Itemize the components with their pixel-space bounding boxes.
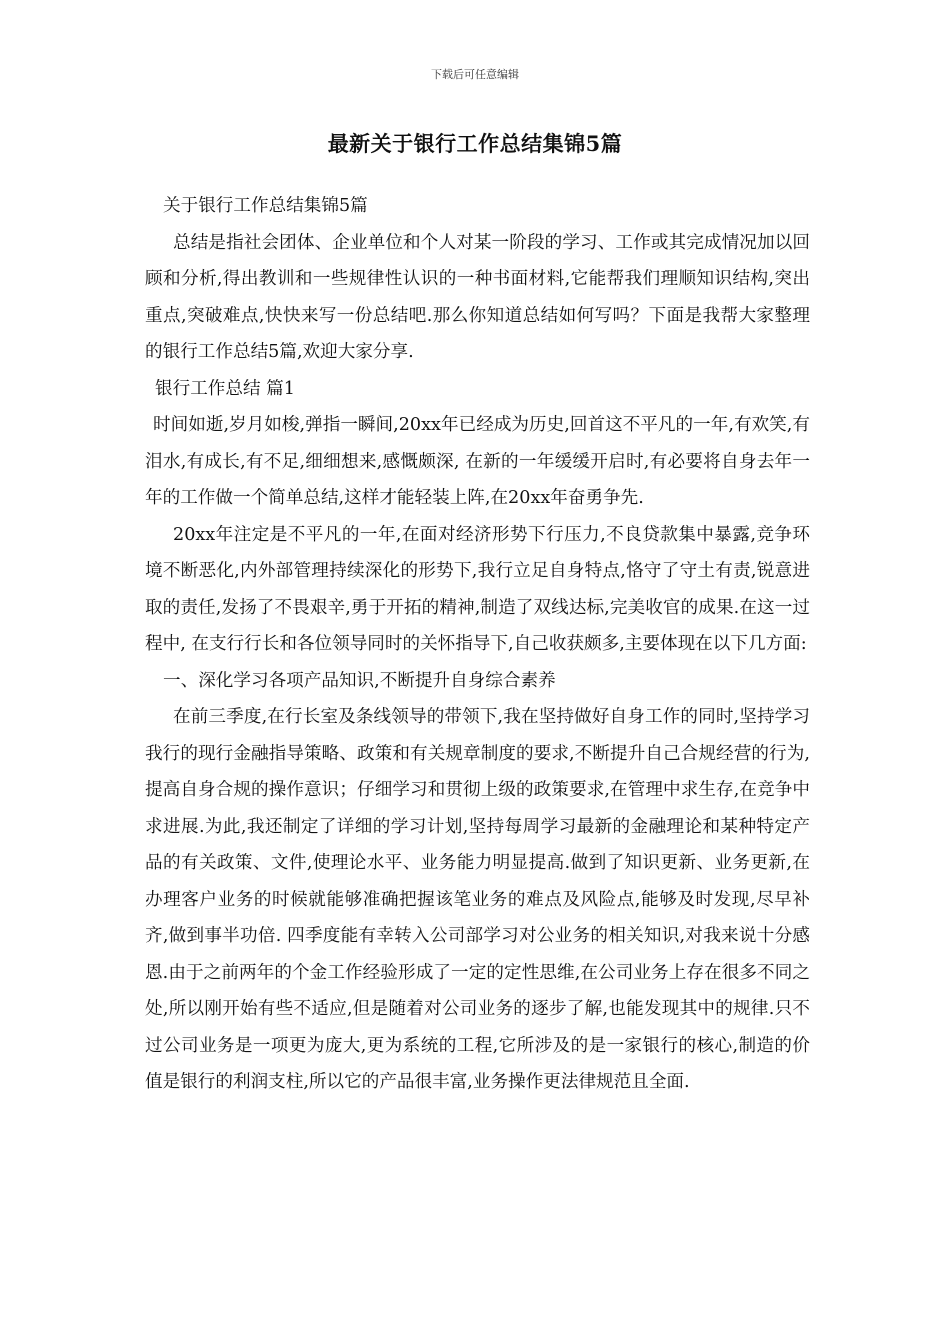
document-body [145, 188, 810, 1101]
body-paragraph: 20xx年注定是不平凡的一年,在面对经济形势下行压力,不良贷款集中暴露,竞争环境不断恶化,内外部管理持续深化的形势下,我行立足自身特点,恪守了守土有责,锐意进取的责任,发扬了不畏艰辛,勇于开拓的精神,制造了双线达标,完美收官的成果.在这一过程中, 在支行行长和各位领导同时的关怀指导下,自己收获颇多,主要体现在以下几方面: [145, 524, 810, 654]
header-note: 下载后可任意编辑 [431, 68, 519, 81]
subtitle-paragraph: 关于银行工作总结集锦5篇 [163, 196, 368, 216]
intro-paragraph: 总结是指社会团体、企业单位和个人对某一阶段的学习、工作或其完成情况加以回顾和分析,得出教训和一些规律性认识的一种书面材料,它能帮我们理顺知识结构,突出重点,突破难点,快快来写一份总结吧.那么你知道总结如何写吗？下面是我帮大家整理的银行工作总结5篇,欢迎大家分享. [145, 232, 810, 362]
section-heading: 银行工作总结 篇1 [155, 378, 295, 399]
document-title: 最新关于银行工作总结集锦5篇 [327, 131, 623, 156]
body-paragraph: 在前三季度,在行长室及条线领导的带领下,我在坚持做好自身工作的同时,坚持学习我行的现行金融指导策略、政策和有关规章制度的要求,不断提升自己合规经营的行为,提高自身合规的操作意识；仔细学习和贯彻上级的政策要求,在管理中求生存,在竞争中求进展.为此,我还制定了详细的学习计划,坚持每周学习最新的金融理论和某种特定产品的有关政策、文件,使理论水平、业务能力明显提高.做到了知识更新、业务更新,在办理客户业务的时候就能够准确把握该笔业务的难点及风险点,能够及时发现,尽早补齐,做到事半功倍. 四季度能有幸转入公司部学习对公业务的相关知识,对我来说十分感恩.由于之前两年的个金工作经验形成了一定的定性思维,在公司业务上存在很多不同之处,所以刚开始有些不适应,但是随着对公司业务的逐步了解,也能发现其中的规律.只不过公司业务是一项更为庞大,更为系统的工程,它所涉及的是一家银行的核心,制造的价值是银行的利润支柱,所以它的产品很丰富,业务操作更法律规范且全面. [145, 707, 810, 1092]
subsection-heading: 一、深化学习各项产品知识,不断提升自身综合素养 [163, 670, 556, 691]
body-paragraph: 时间如逝,岁月如梭,弹指一瞬间,20xx年已经成为历史,回首这不平凡的一年,有欢笑,有泪水,有成长,有不足,细细想来,感慨颇深, 在新的一年缓缓开启时,有必要将自身去年一年的工作做一个简单总结,这样才能轻装上阵,在20xx年奋勇争先. [145, 415, 810, 508]
